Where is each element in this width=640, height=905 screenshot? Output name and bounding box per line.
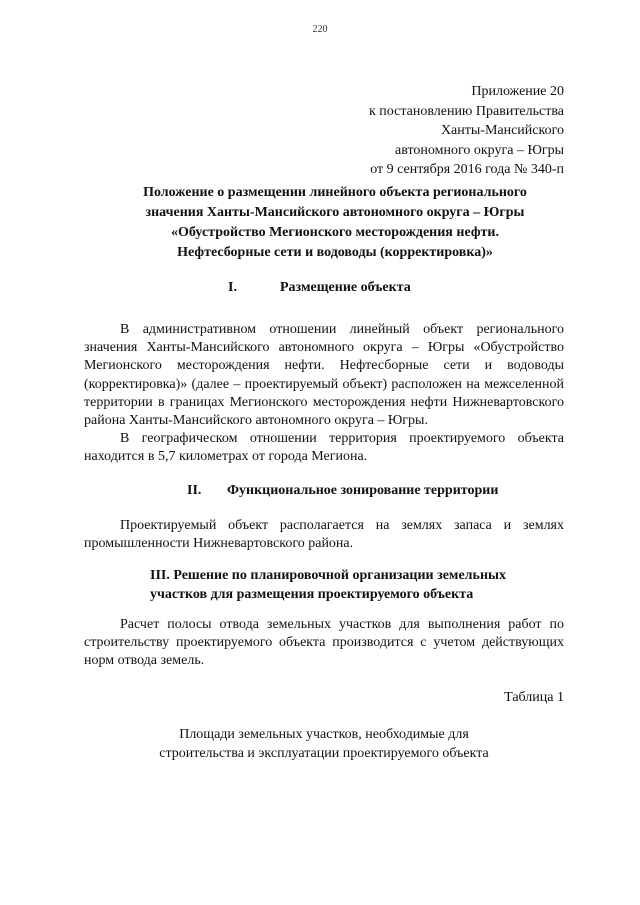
section-2-number: II. — [187, 483, 202, 498]
section-2-body — [84, 517, 564, 553]
section-3-heading-line: участков для размещения проектируемого объекта — [150, 587, 474, 602]
section-3-body — [84, 616, 564, 671]
paragraph: В географическом отношении территория проектируемого объекта находится в 5,7 километрах от города Мегиона. — [84, 431, 564, 465]
appendix-line: Приложение 20 — [471, 84, 564, 99]
appendix-line: к постановлению Правительства — [368, 103, 564, 119]
title-line: значения Ханты-Мансийского автономного округа – Югры — [145, 205, 525, 220]
appendix-line: автономного округа – Югры — [395, 142, 564, 158]
document-title — [110, 183, 560, 263]
section-2-title: Функциональное зонирование территории — [227, 483, 499, 498]
title-line: «Обустройство Мегионского месторождения нефти. — [171, 225, 499, 240]
page-number: 220 — [312, 24, 328, 35]
table-caption — [84, 725, 564, 763]
title-line: Нефтесборные сети и водоводы (корректировка)» — [177, 245, 493, 260]
paragraph: Проектируемый объект располагается на землях запаса и землях промышленности Нижневартовского района. — [84, 518, 564, 552]
table-caption-line: Площади земельных участков, необходимые для — [179, 727, 469, 742]
paragraph: В административном отношении линейный объект регионального значения Ханты-Мансийского автономного округа – Югры «Обустройство Мегионского месторождения нефти. Нефтесборные сети и водоводы (корректировка)» (далее – проектируемый объект) расположен на межселенной территории в границах Мегионского месторождения нефти Нижневартовского района Ханты-Мансийского автономного округа – Югры. — [84, 322, 564, 429]
table-caption-line: строительства и эксплуатации проектируемого объекта — [159, 746, 489, 761]
table-label: Таблица 1 — [504, 690, 564, 705]
section-3-heading — [150, 566, 570, 604]
paragraph: Расчет полосы отвода земельных участков для выполнения работ по строительству проектируемого объекта производится с учетом действующих норм отвода земель. — [84, 617, 564, 669]
title-line: Положение о размещении линейного объекта регионального — [143, 185, 527, 200]
section-1-body — [84, 321, 564, 467]
section-1-title: Размещение объекта — [280, 280, 411, 295]
appendix-reference — [369, 82, 564, 180]
appendix-line: от 9 сентября 2016 года № 340-п — [370, 162, 564, 177]
section-3-heading-line: III. Решение по планировочной организации земельных — [150, 568, 506, 583]
appendix-line: Ханты-Мансийского — [440, 123, 564, 138]
section-1-number: I. — [228, 280, 237, 295]
